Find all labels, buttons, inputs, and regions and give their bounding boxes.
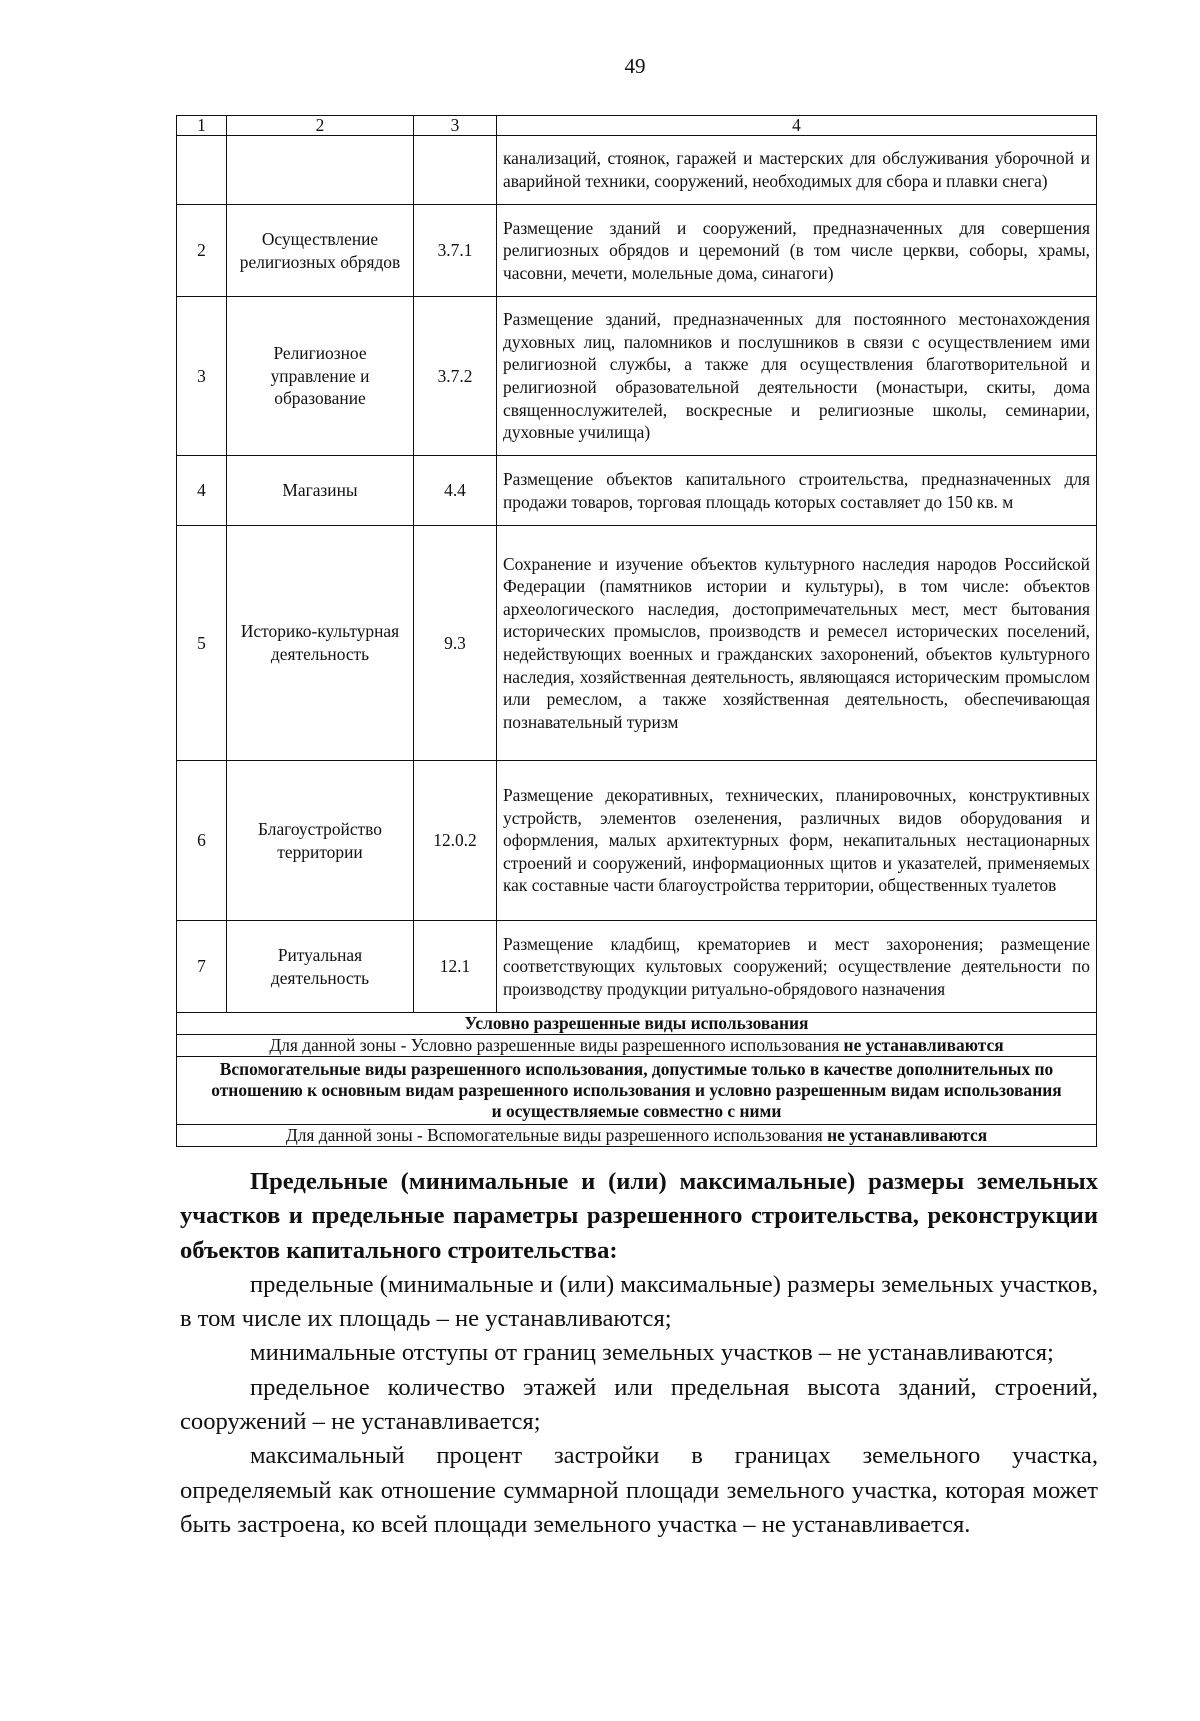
land-use-table	[176, 115, 1097, 1147]
body-text	[180, 1165, 1098, 1542]
row-description: Размещение кладбищ, крематориев и мест захоронения; размещение соответствующих культовых сооружений; осуществление деятельности по производству продукции ритуально-обрядового назначения	[497, 921, 1097, 1013]
auxiliary-note-emphasis: не устанавливаются	[827, 1125, 988, 1145]
row-num: 3	[177, 297, 227, 456]
row-code: 3.7.1	[414, 205, 497, 297]
conditional-note-text: Для данной зоны - Условно разрешенные виды разрешенного использования	[269, 1035, 844, 1055]
auxiliary-note	[177, 1125, 1097, 1147]
table-row	[177, 921, 1097, 1013]
page-number: 49	[624, 54, 646, 78]
row-name: Благоустройство территории	[227, 761, 414, 921]
row-description: Размещение зданий и сооружений, предназначенных для совершения религиозных обрядов и церемоний (в том числе церкви, соборы, храмы, часовни, мечети, молельные дома, синагоги)	[497, 205, 1097, 297]
row-name: Историко-культурная деятельность	[227, 526, 414, 761]
row-num: 7	[177, 921, 227, 1013]
conditional-note	[177, 1035, 1097, 1057]
table-row	[177, 205, 1097, 297]
row-name	[227, 136, 414, 205]
row-code	[414, 136, 497, 205]
row-description: Размещение объектов капитального строительства, предназначенных для продажи товаров, торговая площадь которых составляет до 150 кв. м	[497, 456, 1097, 526]
header-cell-3: 3	[414, 116, 497, 136]
body-paragraph: предельное количество этажей или предельная высота зданий, строений, сооружений – не устанавливается;	[180, 1373, 1098, 1436]
table-header-row	[177, 116, 1097, 136]
conditional-note-row	[177, 1035, 1097, 1057]
body-paragraph: минимальные отступы от границ земельных участков – не устанавливаются;	[250, 1339, 1054, 1367]
row-code: 12.1	[414, 921, 497, 1013]
table-row	[177, 761, 1097, 921]
table-row	[177, 456, 1097, 526]
auxiliary-heading: Вспомогательные виды разрешенного использования, допустимые только в качестве дополнительных по отношению к основным видам разрешенного использования и условно разрешенным видам использования и осуществляемые совместно с ними	[177, 1057, 1097, 1125]
conditional-heading-row	[177, 1013, 1097, 1035]
header-cell-1: 1	[177, 116, 227, 136]
row-code: 4.4	[414, 456, 497, 526]
section-heading: Предельные (минимальные и (или) максимальные) размеры земельных участков и предельные параметры разрешенного строительства, реконструкции объектов капитального строительства:	[180, 1168, 1098, 1264]
row-num: 2	[177, 205, 227, 297]
table-row	[177, 526, 1097, 761]
row-code: 3.7.2	[414, 297, 497, 456]
row-num: 5	[177, 526, 227, 761]
body-paragraph: предельные (минимальные и (или) максимальные) размеры земельных участков, в том числе их площадь – не устанавливаются;	[180, 1270, 1098, 1333]
row-num	[177, 136, 227, 205]
row-description: канализаций, стоянок, гаражей и мастерских для обслуживания уборочной и аварийной техники, сооружений, необходимых для сбора и плавки снега)	[497, 136, 1097, 205]
conditional-heading: Условно разрешенные виды использования	[177, 1013, 1097, 1035]
row-name: Ритуальная деятельность	[227, 921, 414, 1013]
auxiliary-note-row	[177, 1125, 1097, 1147]
table-row	[177, 297, 1097, 456]
body-paragraph: максимальный процент застройки в границах земельного участка, определяемый как отношение суммарной площади земельного участка, которая может быть застроена, ко всей площади земельного участка – не устанавливается.	[180, 1442, 1098, 1538]
header-cell-4: 4	[497, 116, 1097, 136]
row-name: Магазины	[227, 456, 414, 526]
auxiliary-heading-row	[177, 1057, 1097, 1125]
table-row-continuation	[177, 136, 1097, 205]
row-num: 6	[177, 761, 227, 921]
row-name: Осуществление религиозных обрядов	[227, 205, 414, 297]
header-cell-2: 2	[227, 116, 414, 136]
conditional-note-emphasis: не устанавливаются	[843, 1035, 1004, 1055]
row-code: 9.3	[414, 526, 497, 761]
row-description: Размещение декоративных, технических, планировочных, конструктивных устройств, элементов озеленения, различных видов оборудования и оформления, малых архитектурных форм, некапитальных нестационарных строений и сооружений, информационных щитов и указателей, применяемых как составные части благоустройства территории, общественных туалетов	[497, 761, 1097, 921]
row-num: 4	[177, 456, 227, 526]
row-description: Размещение зданий, предназначенных для постоянного местонахождения духовных лиц, паломников и послушников в связи с осуществлением ими религиозной службы, а также для осуществления благотворительной и религиозной образовательной деятельности (монастыри, скиты, дома священнослужителей, воскресные и религиозные школы, семинарии, духовные училища)	[497, 297, 1097, 456]
row-description: Сохранение и изучение объектов культурного наследия народов Российской Федерации (памятников истории и культуры), в том числе: объектов археологического наследия, достопримечательных мест, мест бытования исторических промыслов, производств и ремесел исторических поселений, недействующих военных и гражданских захоронений, объектов культурного наследия, хозяйственная деятельность, являющаяся историческим промыслом или ремеслом, а также хозяйственная деятельность, обеспечивающая познавательный туризм	[497, 526, 1097, 761]
row-name: Религиозное управление и образование	[227, 297, 414, 456]
row-code: 12.0.2	[414, 761, 497, 921]
auxiliary-note-text: Для данной зоны - Вспомогательные виды разрешенного использования	[285, 1125, 828, 1145]
